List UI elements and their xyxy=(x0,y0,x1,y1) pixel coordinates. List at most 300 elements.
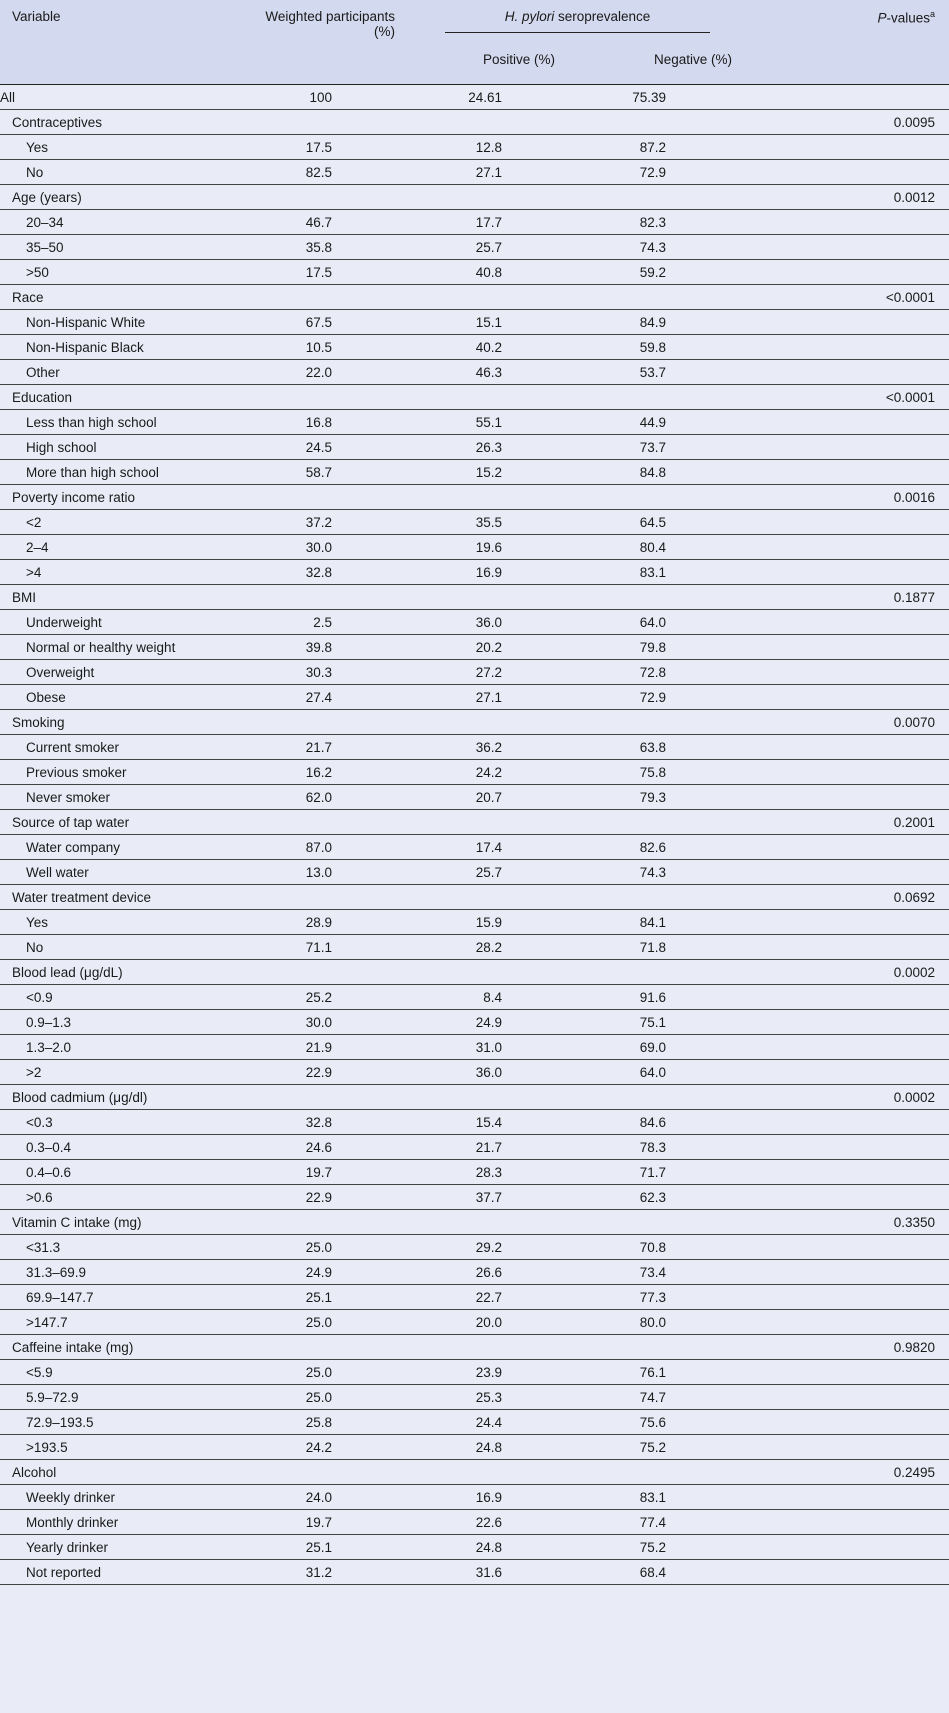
row-pvalue-cell xyxy=(760,860,949,885)
header-positive: Positive (%) xyxy=(395,48,583,85)
header-seroprevalence-text: seroprevalence xyxy=(554,9,651,24)
row-variable-cell: Race xyxy=(0,285,255,310)
table-row-subcategory xyxy=(0,785,949,810)
row-weighted-cell: 37.2 xyxy=(255,510,395,535)
table-row-category xyxy=(0,1210,949,1235)
row-weighted-cell: 25.0 xyxy=(255,1235,395,1260)
row-negative-cell: 82.6 xyxy=(583,835,760,860)
row-negative-cell xyxy=(583,960,760,985)
row-negative-cell: 69.0 xyxy=(583,1035,760,1060)
row-negative-cell: 72.9 xyxy=(583,685,760,710)
row-variable-cell: More than high school xyxy=(0,460,255,485)
row-positive-cell: 15.1 xyxy=(395,310,583,335)
row-pvalue-cell: 0.0692 xyxy=(760,885,949,910)
table-body xyxy=(0,85,949,1585)
row-positive-cell xyxy=(395,710,583,735)
table-row-category xyxy=(0,1460,949,1485)
row-pvalue-cell xyxy=(760,210,949,235)
row-positive-cell: 28.2 xyxy=(395,935,583,960)
row-negative-cell xyxy=(583,110,760,135)
row-weighted-cell: 19.7 xyxy=(255,1160,395,1185)
row-variable-cell: Age (years) xyxy=(0,185,255,210)
row-pvalue-cell: 0.2495 xyxy=(760,1460,949,1485)
row-negative-cell xyxy=(583,185,760,210)
row-pvalue-cell: 0.0002 xyxy=(760,1085,949,1110)
row-negative-cell: 71.7 xyxy=(583,1160,760,1185)
row-weighted-cell xyxy=(255,285,395,310)
row-pvalue-cell xyxy=(760,510,949,535)
row-positive-cell: 24.4 xyxy=(395,1410,583,1435)
row-variable-cell: Poverty income ratio xyxy=(0,485,255,510)
row-positive-cell: 16.9 xyxy=(395,560,583,585)
row-negative-cell xyxy=(583,485,760,510)
table-row-category xyxy=(0,810,949,835)
row-negative-cell: 74.3 xyxy=(583,235,760,260)
row-negative-cell: 84.8 xyxy=(583,460,760,485)
row-variable-cell: 1.3–2.0 xyxy=(0,1035,255,1060)
row-weighted-cell: 24.6 xyxy=(255,1135,395,1160)
row-weighted-cell: 35.8 xyxy=(255,235,395,260)
row-positive-cell: 31.0 xyxy=(395,1035,583,1060)
row-variable-cell: Alcohol xyxy=(0,1460,255,1485)
row-variable-cell: All xyxy=(0,85,255,110)
row-weighted-cell: 25.0 xyxy=(255,1310,395,1335)
row-weighted-cell xyxy=(255,110,395,135)
row-variable-cell: >4 xyxy=(0,560,255,585)
row-negative-cell: 87.2 xyxy=(583,135,760,160)
table-row-subcategory xyxy=(0,160,949,185)
row-negative-cell: 79.8 xyxy=(583,635,760,660)
table-row-subcategory xyxy=(0,435,949,460)
row-pvalue-cell xyxy=(760,460,949,485)
row-negative-cell: 77.4 xyxy=(583,1510,760,1535)
table-row-subcategory xyxy=(0,1410,949,1435)
row-negative-cell xyxy=(583,810,760,835)
row-positive-cell: 16.9 xyxy=(395,1485,583,1510)
row-negative-cell: 76.1 xyxy=(583,1360,760,1385)
table-row-subcategory xyxy=(0,610,949,635)
table-row-subcategory xyxy=(0,1110,949,1135)
row-variable-cell: Well water xyxy=(0,860,255,885)
row-variable-cell: Overweight xyxy=(0,660,255,685)
row-variable-cell: 31.3–69.9 xyxy=(0,1260,255,1285)
row-variable-cell: Underweight xyxy=(0,610,255,635)
row-positive-cell xyxy=(395,1210,583,1235)
row-pvalue-cell xyxy=(760,1235,949,1260)
row-positive-cell: 40.8 xyxy=(395,260,583,285)
row-pvalue-cell: 0.0012 xyxy=(760,185,949,210)
row-weighted-cell xyxy=(255,810,395,835)
row-negative-cell: 74.7 xyxy=(583,1385,760,1410)
row-variable-cell: 20–34 xyxy=(0,210,255,235)
row-weighted-cell: 30.0 xyxy=(255,535,395,560)
row-variable-cell: >0.6 xyxy=(0,1185,255,1210)
row-negative-cell xyxy=(583,585,760,610)
table-row-subcategory xyxy=(0,1435,949,1460)
row-weighted-cell: 82.5 xyxy=(255,160,395,185)
table-row-subcategory xyxy=(0,1010,949,1035)
row-pvalue-cell xyxy=(760,1485,949,1510)
row-pvalue-cell xyxy=(760,535,949,560)
row-negative-cell: 75.1 xyxy=(583,1010,760,1035)
row-positive-cell: 31.6 xyxy=(395,1560,583,1585)
row-weighted-cell xyxy=(255,585,395,610)
row-positive-cell: 36.2 xyxy=(395,735,583,760)
row-pvalue-cell xyxy=(760,1560,949,1585)
table-row-subcategory xyxy=(0,1235,949,1260)
row-variable-cell: 5.9–72.9 xyxy=(0,1385,255,1410)
header-hpylori-italic: H. pylori xyxy=(504,9,555,24)
table-row-subcategory xyxy=(0,535,949,560)
row-positive-cell: 29.2 xyxy=(395,1235,583,1260)
row-negative-cell xyxy=(583,1335,760,1360)
row-pvalue-cell xyxy=(760,610,949,635)
row-weighted-cell: 22.9 xyxy=(255,1060,395,1085)
row-variable-cell: 72.9–193.5 xyxy=(0,1410,255,1435)
row-negative-cell: 64.0 xyxy=(583,1060,760,1085)
row-variable-cell: 0.3–0.4 xyxy=(0,1135,255,1160)
row-variable-cell: <2 xyxy=(0,510,255,535)
table-row-subcategory xyxy=(0,835,949,860)
row-negative-cell: 73.7 xyxy=(583,435,760,460)
table-row-all xyxy=(0,85,949,110)
row-positive-cell xyxy=(395,960,583,985)
row-variable-cell: BMI xyxy=(0,585,255,610)
row-positive-cell xyxy=(395,810,583,835)
row-weighted-cell: 13.0 xyxy=(255,860,395,885)
row-pvalue-cell xyxy=(760,1510,949,1535)
row-weighted-cell: 24.9 xyxy=(255,1260,395,1285)
row-negative-cell: 82.3 xyxy=(583,210,760,235)
row-weighted-cell: 25.2 xyxy=(255,985,395,1010)
row-variable-cell: <0.3 xyxy=(0,1110,255,1135)
row-positive-cell: 40.2 xyxy=(395,335,583,360)
row-positive-cell: 24.61 xyxy=(395,85,583,110)
row-negative-cell: 84.9 xyxy=(583,310,760,335)
row-pvalue-cell xyxy=(760,160,949,185)
row-positive-cell: 36.0 xyxy=(395,1060,583,1085)
row-pvalue-cell xyxy=(760,1360,949,1385)
row-pvalue-cell xyxy=(760,1260,949,1285)
row-weighted-cell: 22.9 xyxy=(255,1185,395,1210)
table-row-subcategory xyxy=(0,1485,949,1510)
row-positive-cell: 55.1 xyxy=(395,410,583,435)
row-positive-cell xyxy=(395,1335,583,1360)
row-positive-cell: 17.4 xyxy=(395,835,583,860)
row-weighted-cell: 25.0 xyxy=(255,1385,395,1410)
row-variable-cell: Previous smoker xyxy=(0,760,255,785)
row-weighted-cell: 24.5 xyxy=(255,435,395,460)
row-weighted-cell xyxy=(255,185,395,210)
row-weighted-cell: 32.8 xyxy=(255,560,395,585)
row-weighted-cell: 62.0 xyxy=(255,785,395,810)
row-weighted-cell: 25.8 xyxy=(255,1410,395,1435)
row-negative-cell: 44.9 xyxy=(583,410,760,435)
row-weighted-cell xyxy=(255,960,395,985)
row-variable-cell: Not reported xyxy=(0,1560,255,1585)
row-positive-cell: 15.9 xyxy=(395,910,583,935)
row-weighted-cell xyxy=(255,710,395,735)
row-variable-cell: Less than high school xyxy=(0,410,255,435)
row-negative-cell xyxy=(583,1085,760,1110)
row-negative-cell: 79.3 xyxy=(583,785,760,810)
row-pvalue-cell xyxy=(760,1160,949,1185)
row-pvalue-cell: 0.0016 xyxy=(760,485,949,510)
table-row-subcategory xyxy=(0,1360,949,1385)
row-positive-cell: 19.6 xyxy=(395,535,583,560)
row-negative-cell: 80.0 xyxy=(583,1310,760,1335)
row-pvalue-cell xyxy=(760,135,949,160)
row-negative-cell: 72.9 xyxy=(583,160,760,185)
table-row-category xyxy=(0,960,949,985)
row-positive-cell: 37.7 xyxy=(395,1185,583,1210)
row-negative-cell: 73.4 xyxy=(583,1260,760,1285)
row-variable-cell: Water company xyxy=(0,835,255,860)
row-negative-cell: 75.2 xyxy=(583,1535,760,1560)
row-pvalue-cell xyxy=(760,835,949,860)
row-negative-cell: 83.1 xyxy=(583,560,760,585)
header-p-italic: P xyxy=(877,10,887,26)
row-pvalue-cell xyxy=(760,435,949,460)
row-pvalue-cell xyxy=(760,1035,949,1060)
row-positive-cell: 25.7 xyxy=(395,860,583,885)
row-negative-cell xyxy=(583,1460,760,1485)
table-row-subcategory xyxy=(0,310,949,335)
row-positive-cell: 24.8 xyxy=(395,1535,583,1560)
row-weighted-cell xyxy=(255,1085,395,1110)
row-positive-cell xyxy=(395,285,583,310)
row-variable-cell: <0.9 xyxy=(0,985,255,1010)
row-variable-cell: Yearly drinker xyxy=(0,1535,255,1560)
row-variable-cell: Contraceptives xyxy=(0,110,255,135)
table-row-category xyxy=(0,110,949,135)
table-row-subcategory xyxy=(0,1060,949,1085)
table-row-subcategory xyxy=(0,560,949,585)
row-negative-cell: 64.5 xyxy=(583,510,760,535)
row-pvalue-cell xyxy=(760,1310,949,1335)
row-weighted-cell: 21.7 xyxy=(255,735,395,760)
row-weighted-cell: 32.8 xyxy=(255,1110,395,1135)
row-weighted-cell: 25.0 xyxy=(255,1360,395,1385)
row-positive-cell xyxy=(395,485,583,510)
row-weighted-cell: 24.0 xyxy=(255,1485,395,1510)
table-row-subcategory xyxy=(0,1560,949,1585)
table-row-category xyxy=(0,1085,949,1110)
row-negative-cell: 80.4 xyxy=(583,535,760,560)
row-variable-cell: Source of tap water xyxy=(0,810,255,835)
row-weighted-cell: 17.5 xyxy=(255,135,395,160)
row-variable-cell: High school xyxy=(0,435,255,460)
row-negative-cell xyxy=(583,285,760,310)
row-weighted-cell: 24.2 xyxy=(255,1435,395,1460)
row-pvalue-cell xyxy=(760,1010,949,1035)
row-weighted-cell: 22.0 xyxy=(255,360,395,385)
row-weighted-cell xyxy=(255,885,395,910)
row-variable-cell: >2 xyxy=(0,1060,255,1085)
table-row-subcategory xyxy=(0,1385,949,1410)
row-variable-cell: Other xyxy=(0,360,255,385)
row-negative-cell: 74.3 xyxy=(583,860,760,885)
table-row-category xyxy=(0,585,949,610)
row-weighted-cell: 28.9 xyxy=(255,910,395,935)
row-weighted-cell: 100 xyxy=(255,85,395,110)
row-positive-cell: 22.7 xyxy=(395,1285,583,1310)
row-weighted-cell: 46.7 xyxy=(255,210,395,235)
row-positive-cell: 36.0 xyxy=(395,610,583,635)
row-negative-cell: 78.3 xyxy=(583,1135,760,1160)
row-negative-cell: 91.6 xyxy=(583,985,760,1010)
row-pvalue-cell xyxy=(760,85,949,110)
row-negative-cell xyxy=(583,710,760,735)
row-pvalue-cell xyxy=(760,985,949,1010)
row-weighted-cell xyxy=(255,485,395,510)
row-positive-cell: 15.4 xyxy=(395,1110,583,1135)
row-weighted-cell: 30.0 xyxy=(255,1010,395,1035)
row-negative-cell xyxy=(583,1210,760,1235)
row-negative-cell xyxy=(583,885,760,910)
table-row-category xyxy=(0,1335,949,1360)
row-negative-cell: 53.7 xyxy=(583,360,760,385)
table-row-subcategory xyxy=(0,860,949,885)
row-variable-cell: Water treatment device xyxy=(0,885,255,910)
table-row-subcategory xyxy=(0,1310,949,1335)
header-weighted-participants: Weighted participants (%) xyxy=(255,0,395,48)
row-positive-cell: 22.6 xyxy=(395,1510,583,1535)
row-variable-cell: Yes xyxy=(0,910,255,935)
row-negative-cell: 62.3 xyxy=(583,1185,760,1210)
row-weighted-cell: 67.5 xyxy=(255,310,395,335)
row-pvalue-cell xyxy=(760,1410,949,1435)
row-pvalue-cell xyxy=(760,1385,949,1410)
table-row-subcategory xyxy=(0,935,949,960)
row-pvalue-cell: 0.0070 xyxy=(760,710,949,735)
table-row-subcategory xyxy=(0,460,949,485)
table-header xyxy=(0,0,949,85)
header-negative: Negative (%) xyxy=(583,48,760,85)
row-negative-cell: 59.8 xyxy=(583,335,760,360)
row-pvalue-cell xyxy=(760,1435,949,1460)
row-positive-cell: 25.3 xyxy=(395,1385,583,1410)
row-negative-cell: 84.6 xyxy=(583,1110,760,1135)
table-row-subcategory xyxy=(0,685,949,710)
row-variable-cell: Non-Hispanic Black xyxy=(0,335,255,360)
row-positive-cell xyxy=(395,1085,583,1110)
row-weighted-cell xyxy=(255,385,395,410)
row-variable-cell: >50 xyxy=(0,260,255,285)
header-hpylori-seroprevalence xyxy=(395,0,760,48)
row-variable-cell: Non-Hispanic White xyxy=(0,310,255,335)
row-negative-cell: 75.8 xyxy=(583,760,760,785)
row-pvalue-cell: 0.1877 xyxy=(760,585,949,610)
row-variable-cell: Weekly drinker xyxy=(0,1485,255,1510)
row-pvalue-cell: 0.0095 xyxy=(760,110,949,135)
table-row-subcategory xyxy=(0,135,949,160)
row-pvalue-cell: 0.2001 xyxy=(760,810,949,835)
row-weighted-cell: 31.2 xyxy=(255,1560,395,1585)
row-variable-cell: Education xyxy=(0,385,255,410)
row-weighted-cell: 39.8 xyxy=(255,635,395,660)
row-pvalue-cell xyxy=(760,560,949,585)
row-positive-cell: 27.1 xyxy=(395,160,583,185)
row-negative-cell: 70.8 xyxy=(583,1235,760,1260)
row-positive-cell xyxy=(395,585,583,610)
table-row-subcategory xyxy=(0,1260,949,1285)
table-row-category xyxy=(0,385,949,410)
row-variable-cell: Current smoker xyxy=(0,735,255,760)
table-row-subcategory xyxy=(0,1185,949,1210)
row-weighted-cell: 19.7 xyxy=(255,1510,395,1535)
row-negative-cell: 75.39 xyxy=(583,85,760,110)
row-pvalue-cell xyxy=(760,260,949,285)
row-weighted-cell: 25.1 xyxy=(255,1285,395,1310)
row-variable-cell: 69.9–147.7 xyxy=(0,1285,255,1310)
row-positive-cell: 26.3 xyxy=(395,435,583,460)
row-variable-cell: >147.7 xyxy=(0,1310,255,1335)
table-row-subcategory xyxy=(0,1535,949,1560)
row-pvalue-cell: <0.0001 xyxy=(760,285,949,310)
row-variable-cell: Normal or healthy weight xyxy=(0,635,255,660)
row-positive-cell: 24.2 xyxy=(395,760,583,785)
row-pvalue-cell xyxy=(760,335,949,360)
row-positive-cell: 27.1 xyxy=(395,685,583,710)
row-variable-cell: Blood cadmium (μg/dl) xyxy=(0,1085,255,1110)
row-negative-cell: 75.2 xyxy=(583,1435,760,1460)
table-row-subcategory xyxy=(0,760,949,785)
table-row-subcategory xyxy=(0,635,949,660)
row-variable-cell: No xyxy=(0,160,255,185)
row-positive-cell: 23.9 xyxy=(395,1360,583,1385)
row-positive-cell: 15.2 xyxy=(395,460,583,485)
row-weighted-cell: 17.5 xyxy=(255,260,395,285)
row-variable-cell: Monthly drinker xyxy=(0,1510,255,1535)
table-row-category xyxy=(0,285,949,310)
row-pvalue-cell xyxy=(760,1110,949,1135)
row-pvalue-cell: 0.3350 xyxy=(760,1210,949,1235)
table-row-subcategory xyxy=(0,410,949,435)
row-positive-cell: 35.5 xyxy=(395,510,583,535)
row-positive-cell xyxy=(395,385,583,410)
row-pvalue-cell xyxy=(760,660,949,685)
row-pvalue-cell xyxy=(760,360,949,385)
row-weighted-cell: 2.5 xyxy=(255,610,395,635)
row-pvalue-cell xyxy=(760,1535,949,1560)
row-positive-cell: 8.4 xyxy=(395,985,583,1010)
row-positive-cell: 12.8 xyxy=(395,135,583,160)
row-positive-cell: 27.2 xyxy=(395,660,583,685)
row-variable-cell: Obese xyxy=(0,685,255,710)
table-row-subcategory xyxy=(0,1160,949,1185)
row-weighted-cell: 16.8 xyxy=(255,410,395,435)
table-row-subcategory xyxy=(0,260,949,285)
row-positive-cell: 24.9 xyxy=(395,1010,583,1035)
table-row-category xyxy=(0,485,949,510)
row-pvalue-cell xyxy=(760,735,949,760)
row-negative-cell: 84.1 xyxy=(583,910,760,935)
row-positive-cell: 24.8 xyxy=(395,1435,583,1460)
row-pvalue-cell xyxy=(760,1060,949,1085)
row-positive-cell: 17.7 xyxy=(395,210,583,235)
row-variable-cell: 0.4–0.6 xyxy=(0,1160,255,1185)
table-row-subcategory xyxy=(0,910,949,935)
row-negative-cell: 68.4 xyxy=(583,1560,760,1585)
table-row-subcategory xyxy=(0,210,949,235)
table-row-subcategory xyxy=(0,335,949,360)
row-pvalue-cell xyxy=(760,310,949,335)
header-pvalues-footnote: a xyxy=(930,9,936,19)
row-variable-cell: 0.9–1.3 xyxy=(0,1010,255,1035)
table-row-subcategory xyxy=(0,735,949,760)
row-weighted-cell xyxy=(255,1335,395,1360)
